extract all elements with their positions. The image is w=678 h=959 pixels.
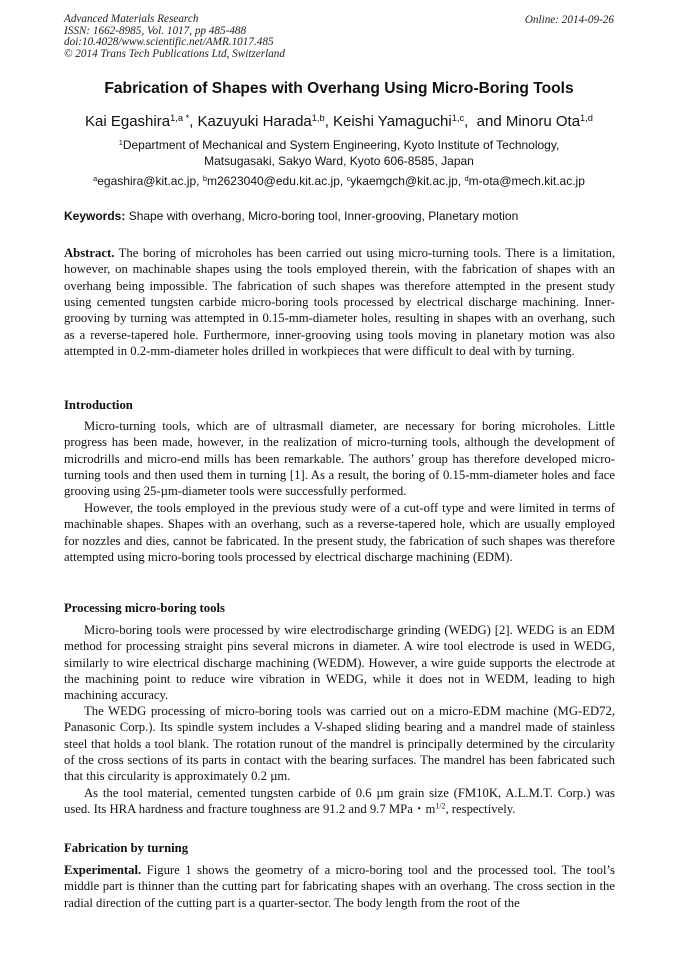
author-sup: 1,c <box>451 112 465 123</box>
journal-name: Advanced Materials Research <box>64 13 199 25</box>
author-name: Kai Egashira <box>85 113 171 130</box>
paper-title: Fabrication of Shapes with Overhang Using Micro-Boring Tools <box>104 80 574 97</box>
author-sup: 1,d <box>580 112 593 123</box>
email-address: egashira@kit.ac.jp, <box>97 174 203 188</box>
turning-text: Figure 1 shows the geometry of a micro-boring tool and the processed tool. The tool’s middle part is thinner than the cutting part for fabricating shapes with an overhang. The cross section in the radial direction of the cutting part is a quarter-sector. The body length from the root of the <box>64 863 615 910</box>
intro-paragraph-2: However, the tools employed in the previous study were of a cut-off type and were limited in terms of machinable shapes. Shapes with an overhang, such as a reverse-tapered hole, which are usually employed for nozzles and dies, cannot be fabricated. In the present study, the fabrication of such shapes was therefore attempted using micro-boring tools processed by electrical discharge machining (EDM). <box>64 501 615 565</box>
email-address: m-ota@mech.kit.ac.jp <box>468 174 585 188</box>
affiliation-line-2: Matsugasaki, Sakyo Ward, Kyoto 606-8585, Japan <box>204 154 474 168</box>
email-sup: b <box>202 173 207 183</box>
affiliation-line-1 <box>0 137 678 153</box>
author-name: Kazuyuki Harada <box>197 113 312 130</box>
copyright-line: © 2014 Trans Tech Publications Ltd, Switzerland <box>64 47 285 60</box>
abstract <box>64 245 615 359</box>
journal-header <box>64 14 285 60</box>
issn-line: ISSN: 1662-8985, Vol. 1017, pp 485-488 <box>64 24 247 37</box>
author-separator: , <box>324 113 334 130</box>
email-address: ykaemgch@kit.ac.jp, <box>350 174 465 188</box>
experimental-label: Experimental. <box>64 863 142 877</box>
processing-paragraph-1: Micro-boring tools were processed by wire electrodischarge grinding (WEDG) [2]. WEDG is an EDM method for processing straight pins several microns in diameter. A wire tool electrode is used in WEDG, similarly to wire electrical discharge machining (WEDM). However, a wire guide supports the electrode at the machining point to reduce wire vibration in WEDG, while it does not in WEDM, leading to high machining accuracy. <box>64 623 615 703</box>
affiliation-text: Department of Mechanical and System Engineering, Kyoto Institute of Technology, <box>122 138 560 152</box>
doi-line: doi:10.4028/www.scientific.net/AMR.1017.485 <box>64 36 274 49</box>
author-list <box>0 113 678 130</box>
unit-exponent: 1/2 <box>435 802 446 812</box>
processing-paragraph-2: The WEDG processing of micro-boring tools was carried out on a micro-EDM machine (MG-ED72, Panasonic Corp.). Its spindle system includes a V-shaped sliding bearing and a mandrel made of stainless steel that holds a tool blank. The rotation runout of the mandrel is principally determined by the circularity of the cross sections of its parts in contact with the bearing surfaces. The mandrel has been fabricated such that this circularity is approximately 0.2 µm. <box>64 704 615 784</box>
turning-paragraph <box>64 862 615 911</box>
author-name: Minoru Ota <box>505 113 581 130</box>
affiliation-sup: 1 <box>118 137 123 147</box>
keywords <box>64 209 624 223</box>
email-sup: c <box>346 173 351 183</box>
author-separator: , <box>189 113 198 130</box>
processing-paragraph-3 <box>64 785 615 818</box>
section-heading-processing: Processing micro-boring tools <box>64 601 225 615</box>
abstract-label: Abstract. <box>64 246 115 260</box>
author-name: Keishi Yamaguchi <box>333 113 452 130</box>
author-sup: 1,b <box>311 112 325 123</box>
section-heading-introduction: Introduction <box>64 398 133 412</box>
author-separator: , and <box>464 113 506 130</box>
section-heading-turning: Fabrication by turning <box>64 841 189 855</box>
author-sup: 1,a * <box>170 112 190 123</box>
abstract-text: The boring of microholes has been carried out using micro-turning tools. There is a limitation, however, on machinable shapes using the tools employed therein, with the fabrication of shapes with an overhang being impossible. The fabrication of such shapes was therefore attempted in the present study using cemented tungsten carbide micro-boring tools processed by electrical discharge machining. Inner-grooving by turning was attempted in 0.15-mm-diameter holes, resulting in shapes with an overhang, such as a reverse-tapered hole. Furthermore, inner-grooving using tools moving in planetary motion was also attempted in 0.2-mm-diameter holes drilled in workpieces that were difficult to deal with by turning. <box>64 246 615 359</box>
keywords-text: Shape with overhang, Micro-boring tool, Inner-grooving, Planetary motion <box>125 209 519 223</box>
online-date: Online: 2014-09-26 <box>524 14 614 26</box>
processing-p3-text: As the tool material, cemented tungsten carbide of 0.6 µm grain size (FM10K, A.L.M.T. Corp.) was used. Its HRA hardness and fracture toughness are 91.2 and 9.7 MPa・m <box>64 786 615 817</box>
keywords-label: Keywords: <box>64 209 126 223</box>
email-sup: d <box>464 173 469 183</box>
processing-p3-tail: , respectively. <box>445 802 516 817</box>
email-line <box>0 174 678 188</box>
email-address: m2623040@edu.kit.ac.jp, <box>206 174 347 188</box>
email-sup: a <box>93 173 98 183</box>
intro-paragraph-1: Micro-turning tools, which are of ultrasmall diameter, are necessary for boring microholes. Little progress has been made, however, in the realization of micro-turning tools, although the development of microdrills and micro-end mills has been remarkable. The authors’ group has therefore developed micro-turning tools and then used them in turning [1]. As a result, the boring of 0.15-mm-diameter holes and face grooving using 25-µm-diameter tools were successfully performed. <box>64 419 615 499</box>
